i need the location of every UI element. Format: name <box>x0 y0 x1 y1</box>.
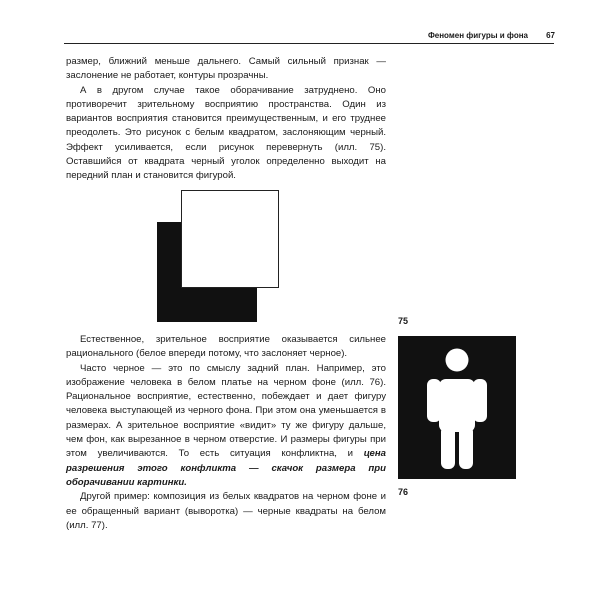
paragraph: А в другом случае такое оборачивание затруднено. Оно противоречит зрительному восприятию пространства. Один из вариантов восприятия становится преимущественным, и его труднее преодолеть. Это рисунок с белым квадратом, заслоняющим черный. Эффект усиливается, если рисунок перевернуть (илл. 75). Оставшийся от квадрата черный уголок определенно выходит на передний план и становится фигурой. <box>66 84 386 182</box>
page-number: 67 <box>546 31 555 40</box>
text-block-top <box>66 55 386 184</box>
figure-label-76: 76 <box>398 487 409 497</box>
person-figure-icon <box>398 336 516 479</box>
figure-label-75: 75 <box>398 316 409 326</box>
emphasized-text: цена разрешения этого конфликта — скачок размера при оборачивании картинки. <box>66 448 386 488</box>
paragraph: Другой пример: композиция из белых квадратов на черном фоне и ее обращенный вариант (выворотка) — черные квадраты на белом (илл. 77). <box>66 491 386 531</box>
paragraph: размер, ближний меньше дальнего. Самый сильный признак — заслонение не работает, контуры прозрачны. <box>66 56 386 82</box>
illustration-76 <box>398 336 516 479</box>
paragraph <box>66 362 386 491</box>
paragraph: Естественное, зрительное восприятие оказывается сильнее рационального (белое впереди потому, что заслоняет черное). <box>66 334 386 360</box>
text-block-bottom <box>66 333 386 533</box>
running-header-title: Феномен фигуры и фона <box>427 31 528 40</box>
header-rule <box>64 43 554 44</box>
white-square <box>181 190 279 288</box>
paragraph-text: Часто черное — это по смыслу задний план. Например, это изображение человека в белом платье на черном фоне (илл. 76). Рациональное восприятие, естественно, побеждает и дает фигуру человека выступающей из черного фона. При этом она уменьшается в размерах. А зрительное восприятие «видит» ту же фигуру дальше, чем фон, как вырезанное в черном отверстие. И размеры фигуры при этом увеличиваются. То есть ситуация конфликтна, и <box>66 362 386 460</box>
illustration-75 <box>157 190 292 320</box>
